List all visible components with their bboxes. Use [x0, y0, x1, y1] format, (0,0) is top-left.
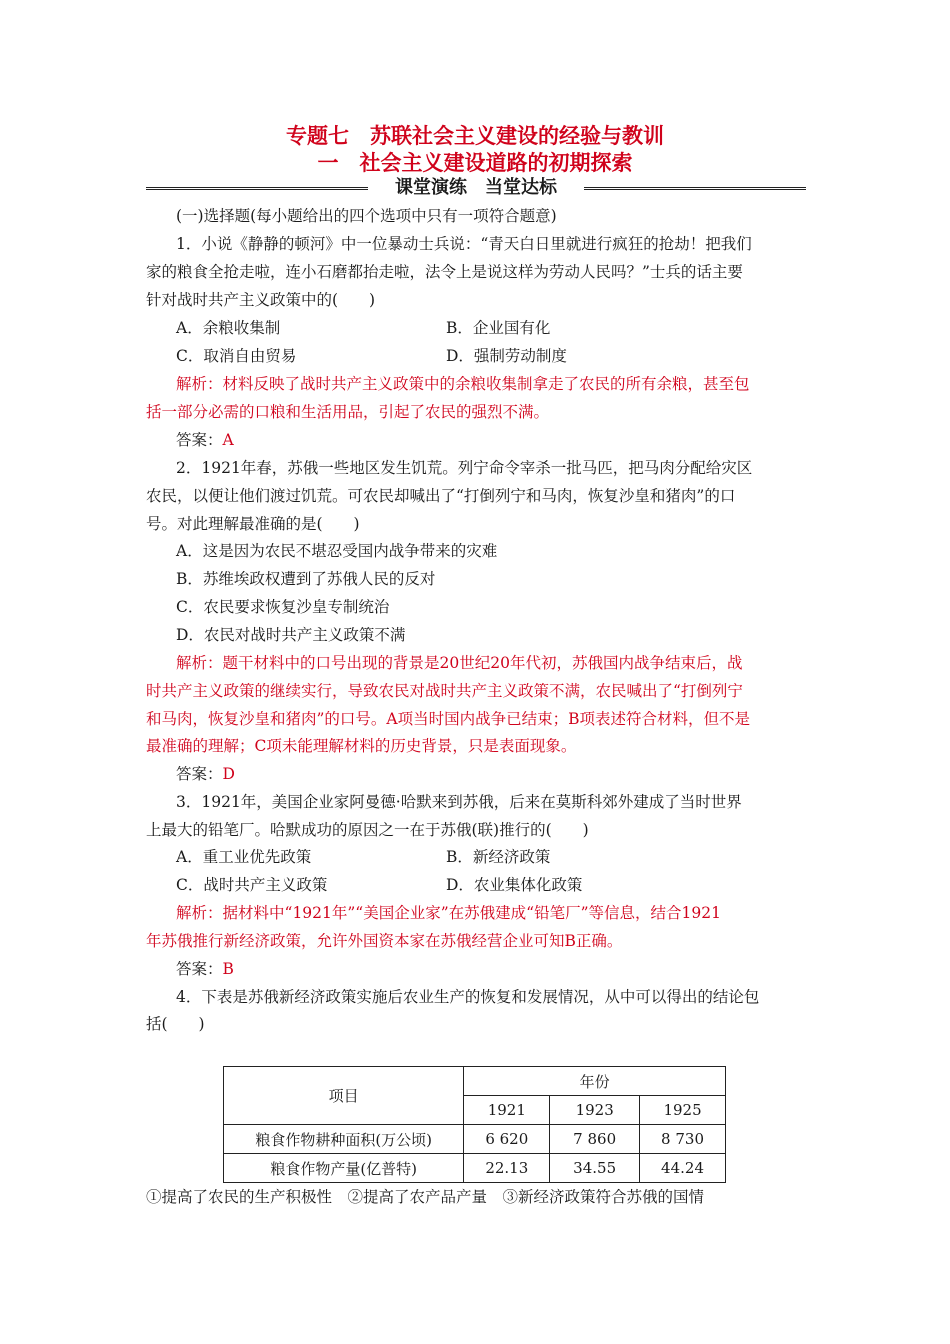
- q3-answer-label: 答案：: [176, 960, 223, 978]
- q2-analysis-line: 最准确的理解；C项未能理解材料的历史背景，只是表面现象。: [146, 737, 577, 755]
- table-cell: 44.24: [640, 1154, 726, 1183]
- q1-analysis-label: 解析：: [176, 375, 223, 393]
- table-cell: 6 620: [464, 1125, 550, 1154]
- q2-answer-label: 答案：: [176, 765, 223, 783]
- q1-stem-line: 针对战时共产主义政策中的( ): [146, 291, 376, 309]
- q2-analysis-label: 解析：: [176, 654, 223, 672]
- q3-option-c: C．战时共产主义政策: [176, 876, 328, 894]
- table-cell: 22.13: [464, 1154, 550, 1183]
- q1-answer-label: 答案：: [176, 431, 223, 449]
- q2-option-b: B．苏维埃政权遭到了苏俄人民的反对: [176, 570, 436, 588]
- q3-option-d: D．农业集体化政策: [446, 876, 583, 894]
- q3-stem-line: 上最大的铅笔厂。哈默成功的原因之一在于苏俄(联)推行的( ): [146, 821, 589, 839]
- q1-stem-line: 家的粮食全抢走啦，连小石磨都抬走啦，法令上是说这样为劳动人民吗？”士兵的话主要: [146, 263, 743, 281]
- q3-analysis-line: [176, 903, 721, 923]
- q2-stem-line: 2．1921年春，苏俄一些地区发生饥荒。列宁命令宰杀一批马匹，把马肉分配给灾区: [176, 459, 753, 477]
- table-row-label: 粮食作物产量(亿普特): [224, 1154, 464, 1183]
- practice-banner: [146, 176, 806, 200]
- q2-stem-line: 号。对此理解最准确的是( ): [146, 515, 360, 533]
- banner-rule-right: [584, 187, 806, 190]
- table-year-cell: 1921: [464, 1096, 550, 1125]
- q3-analysis-line: 年苏俄推行新经济政策，允许外国资本家在苏俄经营企业可知B正确。: [146, 932, 623, 950]
- section-intro: (一)选择题(每小题给出的四个选项中只有一项符合题意): [176, 207, 557, 225]
- q4-statements: ①提高了农民的生产积极性 ②提高了农产品产量 ③新经济政策符合苏俄的国情: [146, 1188, 705, 1206]
- table-row: [224, 1154, 726, 1183]
- table-year-header: 年份: [464, 1067, 726, 1096]
- q1-answer: [176, 430, 234, 450]
- table-year-cell: 1923: [550, 1096, 640, 1125]
- chapter-title: 专题七 苏联社会主义建设的经验与教训: [286, 123, 664, 148]
- table-year-cell: 1925: [640, 1096, 726, 1125]
- q4-stem-line: 括( ): [146, 1015, 205, 1033]
- table-header-row: [224, 1067, 726, 1096]
- q2-option-a: A．这是因为农民不堪忍受国内战争带来的灾难: [176, 542, 498, 560]
- q1-option-c: C．取消自由贸易: [176, 347, 297, 365]
- q1-analysis-text: 材料反映了战时共产主义政策中的余粮收集制拿走了农民的所有余粮，甚至包: [222, 375, 750, 393]
- q2-option-c: C．农民要求恢复沙皇专制统治: [176, 598, 390, 616]
- q3-option-b: B．新经济政策: [446, 848, 551, 866]
- q2-option-d: D．农民对战时共产主义政策不满: [176, 626, 406, 644]
- q1-answer-value: A: [222, 431, 234, 449]
- table-row-label: 粮食作物耕种面积(万公顷): [224, 1125, 464, 1154]
- q4-stem-line: 4．下表是苏俄新经济政策实施后农业生产的恢复和发展情况，从中可以得出的结论包: [176, 988, 760, 1006]
- q3-analysis-label: 解析：: [176, 904, 223, 922]
- q2-answer-value: D: [222, 765, 235, 783]
- q1-option-b: B．企业国有化: [446, 319, 551, 337]
- q3-analysis-text: 据材料中“1921年”“美国企业家”在苏俄建成“铅笔厂”等信息，结合1921: [222, 904, 721, 922]
- q2-answer: [176, 764, 235, 784]
- q1-option-d: D．强制劳动制度: [446, 347, 567, 365]
- q3-answer-value: B: [222, 960, 234, 978]
- table-cell: 34.55: [550, 1154, 640, 1183]
- table-cell: 7 860: [550, 1125, 640, 1154]
- q2-analysis-line: 时共产主义政策的继续实行，导致农民对战时共产主义政策不满，农民喊出了“打倒列宁: [146, 682, 743, 700]
- q2-analysis-text: 题干材料中的口号出现的背景是20世纪20年代初，苏俄国内战争结束后，战: [222, 654, 743, 672]
- banner-label: 课堂演练 当堂达标: [395, 177, 557, 198]
- q3-answer: [176, 959, 234, 979]
- q3-stem-line: 3．1921年，美国企业家阿曼德·哈默来到苏俄，后来在莫斯科郊外建成了当时世界: [176, 793, 742, 811]
- q1-analysis-line: [176, 374, 750, 394]
- q2-stem-line: 农民，以便让他们渡过饥荒。可农民却喊出了“打倒列宁和马肉，恢复沙皇和猪肉”的口: [146, 487, 736, 505]
- table-item-header: 项目: [224, 1067, 464, 1125]
- q1-option-a: A．余粮收集制: [176, 319, 281, 337]
- table-row: [224, 1125, 726, 1154]
- q3-option-a: A．重工业优先政策: [176, 848, 312, 866]
- table-cell: 8 730: [640, 1125, 726, 1154]
- q1-stem-line: 1．小说《静静的顿河》中一位暴动士兵说：“青天白日里就进行疯狂的抢劫！把我们: [176, 235, 752, 253]
- section-title: 一 社会主义建设道路的初期探索: [317, 150, 633, 175]
- q2-analysis-line: 和马肉，恢复沙皇和猪肉”的口号。A项当时国内战争已结束；B项表述符合材料，但不是: [146, 710, 751, 728]
- q2-analysis-line: [176, 653, 742, 673]
- agriculture-table: [223, 1066, 726, 1183]
- q1-analysis-line: 括一部分必需的口粮和生活用品，引起了农民的强烈不满。: [146, 403, 550, 421]
